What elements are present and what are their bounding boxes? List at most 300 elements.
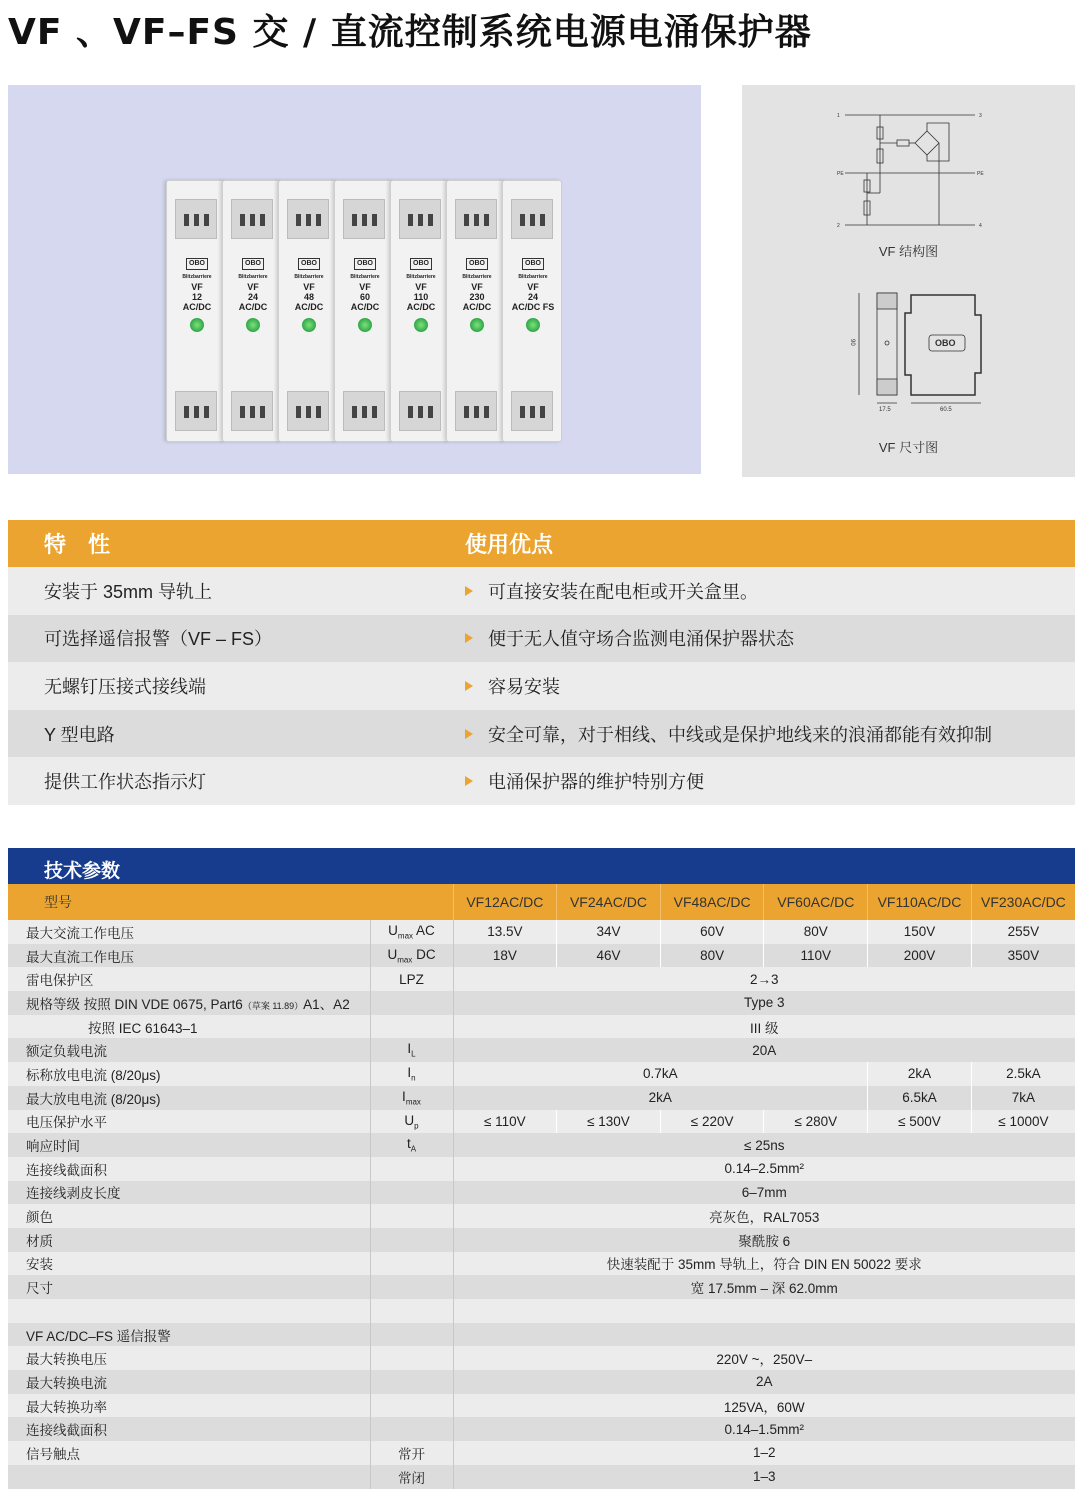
spec-symbol xyxy=(370,1299,453,1323)
spec-symbol xyxy=(370,1370,453,1394)
symbol-text: LPZ xyxy=(399,971,424,987)
dimension-drawing xyxy=(847,285,987,415)
module-label xyxy=(283,257,335,377)
module-brand: Blitzbarriere xyxy=(518,274,548,280)
obo-logo: OBO xyxy=(354,258,376,270)
benefit-text: 电涌保护器的维护特别方便 xyxy=(488,772,704,793)
terminal-slot xyxy=(520,406,525,418)
terminal-slot xyxy=(474,406,479,418)
spd-module xyxy=(502,180,562,442)
circuit-schematic xyxy=(837,113,987,233)
terminal-slot xyxy=(296,406,301,418)
obo-logo: OBO xyxy=(298,258,320,270)
spec-value: 2.5kA xyxy=(971,1062,1075,1086)
specs-header-row xyxy=(8,884,1075,920)
symbol-text: U xyxy=(388,923,398,938)
spec-label-text: 连接线截面积 xyxy=(26,1423,107,1439)
feature-row xyxy=(8,757,1075,805)
terminal-block xyxy=(343,391,385,431)
feature-row xyxy=(8,567,1075,615)
terminal-slot xyxy=(540,214,545,226)
spec-symbol xyxy=(370,1346,453,1370)
module-label xyxy=(171,257,223,377)
spec-symbol xyxy=(370,967,453,991)
terminal-block xyxy=(343,199,385,239)
spec-value: 2kA xyxy=(868,1062,972,1086)
feature-text: 提供工作状态指示灯 xyxy=(44,772,206,793)
module-type: AC/DC xyxy=(462,302,492,312)
spec-label xyxy=(8,1015,370,1039)
terminal-slot xyxy=(204,214,209,226)
status-led-icon xyxy=(302,318,316,332)
symbol-suffix: DC xyxy=(412,946,436,962)
spec-row xyxy=(8,1346,1075,1370)
spec-value: 46V xyxy=(557,944,661,968)
obo-logo: OBO xyxy=(522,258,544,270)
spec-label xyxy=(8,1252,370,1276)
bullet-triangle-icon xyxy=(465,776,473,786)
module-type: VF xyxy=(359,282,371,292)
spec-symbol xyxy=(370,1465,453,1489)
status-led-icon xyxy=(358,318,372,332)
model-label: 型号 xyxy=(8,884,453,920)
module-type: AC/DC xyxy=(238,302,268,312)
terminal-block xyxy=(455,391,497,431)
spec-label-text: 最大直流工作电压 xyxy=(26,949,134,965)
spec-value: 34V xyxy=(557,920,661,944)
spec-label xyxy=(8,1181,370,1205)
symbol-text: U xyxy=(387,946,398,962)
spd-module xyxy=(166,180,226,442)
model-header: VF48AC/DC xyxy=(660,884,764,920)
spec-label xyxy=(8,991,370,1015)
terminal-2-label: 2 xyxy=(837,223,840,229)
symbol-subscript: max xyxy=(405,1097,421,1107)
spec-symbol xyxy=(370,1323,453,1347)
spec-value: 2A xyxy=(453,1370,1075,1394)
terminal-slot xyxy=(428,214,433,226)
spec-symbol xyxy=(370,1157,453,1181)
symbol-text: U xyxy=(404,1112,415,1128)
terminal-block xyxy=(511,391,553,431)
product-photo xyxy=(8,85,701,474)
features-table xyxy=(8,520,1075,805)
terminal-slot xyxy=(484,406,489,418)
spec-row xyxy=(8,1252,1075,1276)
module-label xyxy=(451,257,503,377)
symbol-text: 常闭 xyxy=(398,1470,425,1486)
spec-label xyxy=(8,1346,370,1370)
status-led-icon xyxy=(190,318,204,332)
specs-table xyxy=(8,884,1075,1489)
terminal-slot xyxy=(316,406,321,418)
terminal-slot xyxy=(372,214,377,226)
spec-symbol xyxy=(370,1110,453,1134)
spec-value: 255V xyxy=(971,920,1075,944)
terminal-slot xyxy=(362,214,367,226)
spec-value: 6–7mm xyxy=(453,1181,1075,1205)
model-header: VF110AC/DC xyxy=(868,884,972,920)
schematic-caption: VF 结构图 xyxy=(878,244,939,259)
spec-row xyxy=(8,1465,1075,1489)
terminal-slot xyxy=(408,214,413,226)
spec-symbol xyxy=(370,1441,453,1465)
spec-row xyxy=(8,967,1075,991)
spec-value: 80V xyxy=(660,944,764,968)
spec-label-text: 信号触点 xyxy=(26,1446,80,1462)
spec-symbol xyxy=(370,1062,453,1086)
terminal-1-label: 1 xyxy=(837,113,840,119)
spec-label-text: 额定负载电流 xyxy=(26,1044,107,1060)
spec-label xyxy=(8,1323,370,1347)
symbol-text: 常开 xyxy=(398,1446,425,1462)
feature-header: 特 性 xyxy=(44,532,111,557)
terminal-slot xyxy=(184,406,189,418)
spec-row xyxy=(8,1133,1075,1157)
spec-value: 2kA xyxy=(453,1086,868,1110)
terminal-slot xyxy=(306,214,311,226)
terminal-slot xyxy=(520,214,525,226)
benefit-text: 安全可靠，对于相线、中线或是保护地线来的浪涌都能有效抑制 xyxy=(488,724,992,745)
status-led-icon xyxy=(470,318,484,332)
module-type: 24 xyxy=(527,292,538,302)
spec-label-text: 响应时间 xyxy=(26,1139,80,1155)
spec-symbol xyxy=(370,920,453,944)
spec-symbol xyxy=(370,1015,453,1039)
spec-row xyxy=(8,1015,1075,1039)
spec-label-text: 安装 xyxy=(26,1257,53,1273)
module-label xyxy=(227,257,279,377)
module-brand: Blitzbarriere xyxy=(462,274,492,280)
spec-label-text: 材质 xyxy=(26,1233,53,1249)
symbol-subscript: n xyxy=(411,1073,416,1083)
benefit-text: 便于无人值守场合监测电涌保护器状态 xyxy=(488,629,794,650)
terminal-slot xyxy=(372,406,377,418)
benefit-cell xyxy=(445,721,1075,747)
spec-row xyxy=(8,1110,1075,1134)
spec-value: 聚酰胺 6 xyxy=(453,1228,1075,1252)
spec-label-text: 电压保护水平 xyxy=(26,1115,107,1131)
terminal-slot xyxy=(240,214,245,226)
spec-value: 80V xyxy=(764,920,868,944)
spec-row xyxy=(8,1394,1075,1418)
symbol-subscript: A xyxy=(410,1144,417,1154)
terminal-slot xyxy=(250,406,255,418)
symbol-text: I xyxy=(402,1088,406,1104)
module-type: 110 xyxy=(413,292,429,302)
benefit-header: 使用优点 xyxy=(465,532,554,557)
module-type: AC/DC xyxy=(406,302,436,312)
spd-module xyxy=(334,180,394,442)
benefit-text: 容易安装 xyxy=(488,676,560,697)
spec-label xyxy=(8,1133,370,1157)
benefit-text: 可直接安装在配电柜或开关盒里。 xyxy=(488,581,758,602)
terminal-slot xyxy=(418,214,423,226)
module-type: VF xyxy=(527,282,539,292)
benefit-cell xyxy=(445,673,1075,699)
spec-value: 0.14–2.5mm² xyxy=(453,1157,1075,1181)
module-label xyxy=(507,257,559,377)
spec-label xyxy=(8,967,370,991)
module-label xyxy=(395,257,447,377)
page-title: VF 、VF–FS 交 / 直流控制系统电源电涌保护器 xyxy=(8,12,812,53)
spec-label-text: 连接线剥皮长度 xyxy=(26,1186,121,1202)
bullet-triangle-icon xyxy=(465,729,473,739)
terminal-slot xyxy=(530,214,535,226)
spec-label-suffix: A1、A2 xyxy=(303,996,350,1012)
obo-logo: OBO xyxy=(242,258,264,270)
terminal-slot xyxy=(194,214,199,226)
terminal-slot xyxy=(530,406,535,418)
status-led-icon xyxy=(246,318,260,332)
terminal-slot xyxy=(362,406,367,418)
spec-label-text: 连接线截面积 xyxy=(26,1162,107,1178)
module-type: VF xyxy=(303,282,315,292)
spec-value: ≤ 25ns xyxy=(453,1133,1075,1157)
spec-row xyxy=(8,1417,1075,1441)
spec-label xyxy=(8,1417,370,1441)
feature-row xyxy=(8,662,1075,710)
terminal-slot xyxy=(408,406,413,418)
module-type: VF xyxy=(415,282,427,292)
module-type: 24 xyxy=(247,292,258,302)
symbol-subscript: p xyxy=(414,1121,419,1131)
model-header: VF12AC/DC xyxy=(453,884,557,920)
spec-row xyxy=(8,1299,1075,1323)
obo-logo: OBO xyxy=(466,258,488,270)
spec-row xyxy=(8,1157,1075,1181)
spec-value: 0.14–1.5mm² xyxy=(453,1417,1075,1441)
feature-text: 可选择遥信报警（VF – FS） xyxy=(44,629,273,650)
terminal-block xyxy=(175,199,217,239)
module-type: 60 xyxy=(359,292,370,302)
terminal-slot xyxy=(260,214,265,226)
obo-logo: OBO xyxy=(410,258,432,270)
spec-label xyxy=(8,1157,370,1181)
spec-value: 220V ~，250V– xyxy=(453,1346,1075,1370)
feature-row xyxy=(8,615,1075,663)
height-dimension: 90 xyxy=(849,339,855,346)
bullet-triangle-icon xyxy=(465,633,473,643)
terminal-slot xyxy=(184,214,189,226)
terminal-slot xyxy=(306,406,311,418)
spec-label xyxy=(8,920,370,944)
symbol-text: I xyxy=(407,1041,412,1057)
module-label xyxy=(339,257,391,377)
spd-module xyxy=(446,180,506,442)
module-brand: Blitzbarriere xyxy=(406,274,436,280)
spec-label xyxy=(8,944,370,968)
status-led-icon xyxy=(414,318,428,332)
spec-symbol xyxy=(370,1252,453,1276)
spec-value: ≤ 220V xyxy=(660,1110,764,1134)
spec-value: 150V xyxy=(868,920,972,944)
spec-label-text: 尺寸 xyxy=(26,1281,53,1297)
spec-value: 0.7kA xyxy=(453,1062,868,1086)
spec-label-text: 最大交流工作电压 xyxy=(26,925,134,941)
module-brand: Blitzbarriere xyxy=(294,274,324,280)
spec-label xyxy=(8,1441,370,1465)
symbol-subscript: L xyxy=(411,1050,416,1060)
model-header: VF230AC/DC xyxy=(971,884,1075,920)
terminal-block xyxy=(511,199,553,239)
spec-symbol xyxy=(370,1275,453,1299)
spec-label xyxy=(8,1394,370,1418)
module-type: AC/DC xyxy=(294,302,324,312)
spec-row xyxy=(8,1204,1075,1228)
spec-value xyxy=(453,1323,1075,1347)
model-header: VF24AC/DC xyxy=(557,884,661,920)
spec-row xyxy=(8,1441,1075,1465)
terminal-slot xyxy=(240,406,245,418)
terminal-slot xyxy=(260,406,265,418)
terminal-slot xyxy=(464,406,469,418)
spec-row xyxy=(8,1038,1075,1062)
spec-symbol xyxy=(370,1133,453,1157)
module-type: AC/DC xyxy=(350,302,380,312)
spec-label-text: 最大转换电流 xyxy=(26,1375,107,1391)
width-dimension: 17.5 xyxy=(879,407,891,413)
feature-row xyxy=(8,710,1075,758)
terminal-block xyxy=(175,391,217,431)
pe-left-label: PE xyxy=(837,171,844,177)
module-type: 12 xyxy=(191,292,202,302)
spec-symbol xyxy=(370,1394,453,1418)
feature-text: Y 型电路 xyxy=(44,724,115,745)
module-brand: Blitzbarriere xyxy=(238,274,268,280)
module-type: 230 xyxy=(469,292,485,302)
spec-value: ≤ 1000V xyxy=(971,1110,1075,1134)
terminal-slot xyxy=(428,406,433,418)
spec-value: ≤ 110V xyxy=(453,1110,557,1134)
spec-row xyxy=(8,1228,1075,1252)
spec-symbol xyxy=(370,1417,453,1441)
spec-label-text: 标称放电电流 (8/20μs) xyxy=(26,1067,161,1083)
status-led-icon xyxy=(526,318,540,332)
module-type: VF xyxy=(247,282,259,292)
symbol-subscript: max xyxy=(397,931,414,941)
symbol-suffix: AC xyxy=(413,923,435,938)
spec-row xyxy=(8,920,1075,944)
spec-label xyxy=(8,1299,370,1323)
spec-value: ≤ 500V xyxy=(868,1110,972,1134)
terminal-slot xyxy=(464,214,469,226)
spec-label-text: VF AC/DC–FS 遥信报警 xyxy=(26,1328,171,1344)
spec-row xyxy=(8,1275,1075,1299)
spec-value: 200V xyxy=(868,944,972,968)
terminal-slot xyxy=(540,406,545,418)
terminal-4-label: 4 xyxy=(979,223,982,229)
terminal-block xyxy=(287,199,329,239)
spec-label-text: 颜色 xyxy=(26,1210,53,1226)
spec-symbol xyxy=(370,1204,453,1228)
spec-symbol xyxy=(370,1038,453,1062)
terminal-slot xyxy=(474,214,479,226)
spec-label-text: 规格等级 按照 DIN VDE 0675, Part6 xyxy=(26,996,243,1012)
spec-label xyxy=(8,1110,370,1134)
model-header: VF60AC/DC xyxy=(764,884,868,920)
terminal-slot xyxy=(418,406,423,418)
spec-symbol xyxy=(370,1181,453,1205)
spec-note: （草案 11.89） xyxy=(242,1000,304,1011)
module-type: AC/DC FS xyxy=(511,302,555,312)
spd-module xyxy=(222,180,282,442)
feature-text: 无螺钉压接式接线端 xyxy=(44,676,206,697)
spd-module xyxy=(390,180,450,442)
spec-value: III 级 xyxy=(453,1015,1075,1039)
spec-symbol xyxy=(370,1228,453,1252)
spec-value: Type 3 xyxy=(453,991,1075,1015)
module-type: 48 xyxy=(303,292,314,302)
spec-value: 1–2 xyxy=(453,1441,1075,1465)
terminal-slot xyxy=(194,406,199,418)
terminal-block xyxy=(399,391,441,431)
obo-logo: OBO xyxy=(935,338,956,348)
spec-value: ≤ 130V xyxy=(557,1110,661,1134)
spec-value: 1–3 xyxy=(453,1465,1075,1489)
pe-right-label: PE xyxy=(977,171,984,177)
spec-value: 快速装配于 35mm 导轨上，符合 DIN EN 50022 要求 xyxy=(453,1252,1075,1276)
diagram-panel xyxy=(742,85,1075,477)
spec-value: 6.5kA xyxy=(868,1086,972,1110)
bullet-triangle-icon xyxy=(465,681,473,691)
spec-value: 18V xyxy=(453,944,557,968)
spec-label-text: 最大转换功率 xyxy=(26,1399,107,1415)
terminal-slot xyxy=(204,406,209,418)
spec-row xyxy=(8,991,1075,1015)
spec-row xyxy=(8,1086,1075,1110)
benefit-cell xyxy=(445,625,1075,651)
spec-row xyxy=(8,944,1075,968)
spec-label-text: 最大放电电流 (8/20μs) xyxy=(26,1091,161,1107)
benefit-cell xyxy=(445,768,1075,794)
spec-value: 20A xyxy=(453,1038,1075,1062)
spec-row xyxy=(8,1323,1075,1347)
depth-dimension: 60.5 xyxy=(940,407,952,413)
terminal-slot xyxy=(484,214,489,226)
obo-logo: OBO xyxy=(186,258,208,270)
spec-label xyxy=(8,1038,370,1062)
spec-value: 7kA xyxy=(971,1086,1075,1110)
spec-symbol xyxy=(370,991,453,1015)
spec-symbol xyxy=(370,944,453,968)
spec-label-text: 最大转换电压 xyxy=(26,1352,107,1368)
symbol-subscript: max xyxy=(397,955,413,965)
spec-value: 60V xyxy=(660,920,764,944)
terminal-block xyxy=(399,199,441,239)
spd-module xyxy=(278,180,338,442)
terminal-block xyxy=(455,199,497,239)
symbol-text: I xyxy=(407,1065,412,1081)
terminal-slot xyxy=(250,214,255,226)
symbol-text: t xyxy=(406,1136,411,1152)
terminal-block xyxy=(287,391,329,431)
terminal-block xyxy=(231,391,273,431)
terminal-block xyxy=(231,199,273,239)
spec-value: 2→3 xyxy=(453,967,1075,991)
module-brand: Blitzbarriere xyxy=(182,274,212,280)
spec-value: 125VA，60W xyxy=(453,1394,1075,1418)
spec-value: 13.5V xyxy=(453,920,557,944)
terminal-slot xyxy=(352,214,357,226)
terminal-3-label: 3 xyxy=(979,113,982,119)
benefit-cell xyxy=(445,578,1075,604)
spec-label xyxy=(8,1204,370,1228)
spec-label xyxy=(8,1228,370,1252)
spec-label xyxy=(8,1062,370,1086)
spec-value: 亮灰色，RAL7053 xyxy=(453,1204,1075,1228)
spec-value xyxy=(453,1299,1075,1323)
